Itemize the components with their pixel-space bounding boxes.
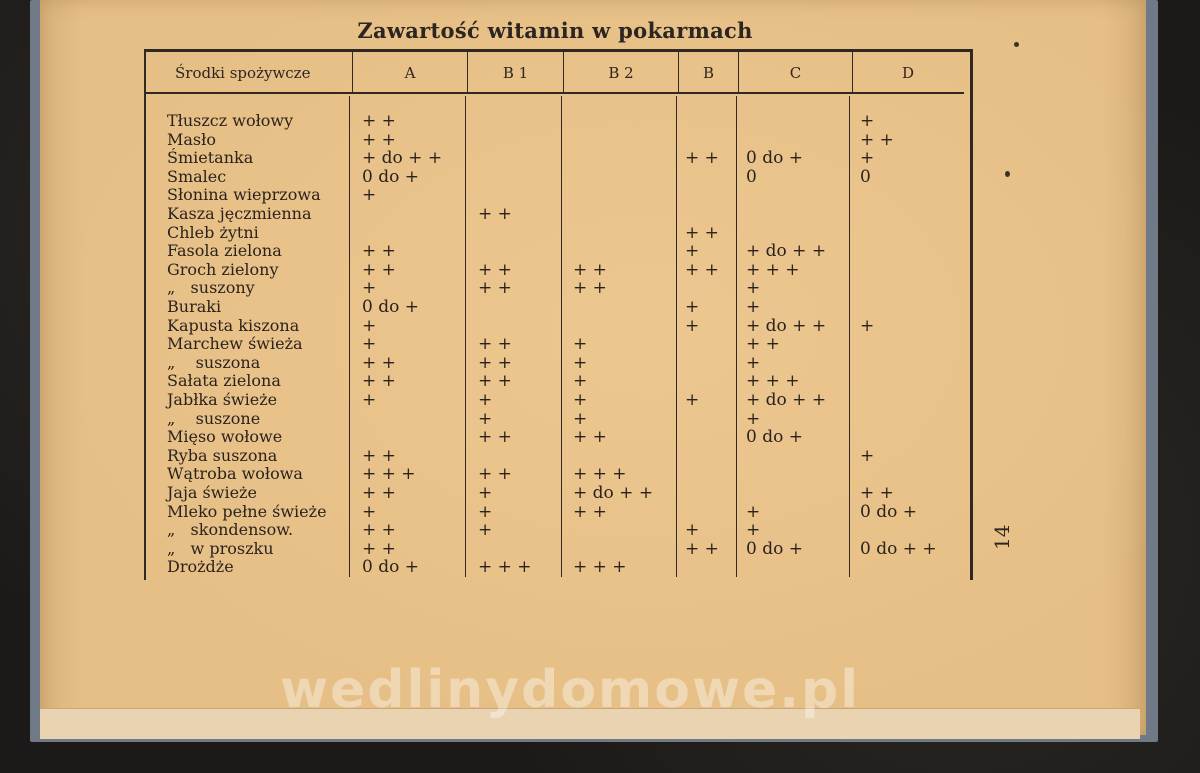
vitamin-cell: + + [685, 259, 719, 280]
vitamin-cell: + [685, 315, 700, 336]
vitamin-cell: + + [685, 148, 719, 169]
food-name: Mięso wołowe [167, 427, 283, 447]
food-name: Śmietanka [167, 148, 254, 168]
vitamin-cell: + + [362, 111, 396, 131]
column-divider [849, 96, 850, 577]
vitamin-cell: + [860, 148, 875, 169]
food-name: Smalec [167, 166, 227, 186]
vitamin-cell: + [860, 445, 875, 466]
food-name: Mleko pełne świeże [167, 501, 327, 521]
header-food: Środki spożywcze [175, 64, 311, 82]
vitamin-cell: + [746, 297, 761, 317]
vitamin-cell: + [860, 111, 875, 131]
vitamin-cell: + + [478, 371, 512, 392]
column-divider [561, 96, 562, 577]
food-name: Kasza jęczmienna [167, 204, 312, 223]
header-vitamin-b: B [702, 64, 715, 82]
header-vitamin-b1: B 1 [502, 64, 529, 82]
header-vitamin-a: A [404, 64, 416, 82]
speck [1005, 171, 1010, 177]
food-name: „ suszone [167, 408, 261, 428]
vitamin-cell: + + [685, 222, 719, 243]
page-title: Zawartość witamin w pokarmach [357, 18, 753, 43]
vitamin-cell: + + [362, 129, 396, 150]
vitamin-cell: + do + + [746, 241, 827, 262]
vitamin-cell: 0 do + [860, 501, 917, 522]
header-vitamin-d: D [901, 64, 915, 82]
vitamin-cell: + do + + [746, 315, 827, 336]
vitamin-cell: + [478, 408, 493, 429]
vitamin-cell: + [573, 371, 588, 392]
vitamin-cell: + [362, 185, 377, 206]
vitamin-cell: + + [573, 278, 607, 299]
food-name: Marchew świeża [167, 334, 303, 354]
vitamin-cell: 0 [746, 166, 757, 187]
vitamin-cell: 0 [860, 166, 871, 187]
vitamin-cell: + [685, 297, 700, 317]
food-name: Ryba suszona [167, 445, 278, 465]
vitamin-cell: + + + [573, 464, 627, 485]
header-vitamin-c: C [789, 64, 802, 82]
header-vitamin-b2: B 2 [608, 64, 634, 82]
vitamin-cell: 0 do + + [860, 538, 937, 559]
vitamin-cell: + [746, 520, 761, 541]
vitamin-cell: + + [746, 334, 780, 355]
vitamin-cell: + + [362, 520, 396, 541]
vitamin-cell: + + + [573, 557, 627, 578]
vitamin-cell: + + [362, 483, 396, 503]
vitamin-cell: 0 do + [362, 557, 419, 578]
vitamin-cell: + + [362, 241, 396, 262]
vitamin-cell: + + [478, 204, 512, 224]
column-divider [349, 96, 350, 577]
vitamin-cell: + + + [746, 371, 800, 392]
vitamin-cell: + [478, 390, 493, 410]
food-name: „ suszony [167, 278, 255, 298]
vitamin-cell: + [362, 315, 377, 336]
vitamin-cell: + [746, 278, 761, 299]
vitamin-cell: + do + + [746, 390, 827, 410]
vitamin-cell: + do + + [362, 148, 443, 169]
vitamin-cell: + [685, 520, 700, 541]
food-name: Słonina wieprzowa [167, 185, 321, 205]
vitamin-cell: + + [573, 501, 607, 522]
vitamin-cell: + [746, 501, 761, 522]
vitamin-cell: + + [478, 259, 512, 280]
vitamin-cell: + [362, 390, 377, 410]
vitamin-cell: + + [860, 483, 894, 503]
vitamin-cell: + + [362, 259, 396, 280]
vitamin-cell: + [746, 352, 761, 373]
vitamin-cell: + [685, 390, 700, 410]
vitamin-cell: + + [573, 427, 607, 448]
vitamin-cell: + + + [362, 464, 416, 485]
vitamin-cell: + + [362, 445, 396, 466]
column-divider [676, 96, 677, 577]
vitamin-cell: + + [685, 538, 719, 559]
food-name: Jaja świeże [167, 483, 257, 502]
vitamin-cell: 0 do + [746, 148, 803, 169]
food-name: Buraki [167, 297, 222, 316]
food-name: Kapusta kiszona [167, 315, 300, 335]
food-name: „ suszona [167, 352, 261, 372]
vitamin-cell: + [478, 520, 493, 541]
food-name: Groch zielony [167, 259, 279, 279]
page-number: 14 [990, 524, 1014, 550]
food-name: Jabłka świeże [167, 390, 278, 409]
vitamin-cell: + + + [746, 259, 800, 280]
vitamin-cell: 0 do + [362, 166, 419, 187]
vitamin-cell: + + [478, 334, 512, 355]
food-name: „ skondensow. [167, 520, 294, 540]
vitamin-cell: + + [478, 278, 512, 299]
vitamin-cell: + + [362, 538, 396, 559]
vitamin-cell: + + [362, 352, 396, 373]
vitamin-cell: + [573, 390, 588, 410]
food-name: Chleb żytni [167, 222, 259, 242]
vitamin-cell: + [362, 278, 377, 299]
vitamin-cell: + [478, 483, 493, 503]
speck [1014, 42, 1019, 47]
vitamin-cell: + + [478, 427, 512, 448]
vitamin-cell: 0 do + [362, 297, 419, 317]
header-rule [146, 92, 964, 94]
column-divider [736, 96, 737, 577]
vitamin-cell: 0 do + [746, 427, 803, 448]
food-name: Fasola zielona [167, 241, 282, 261]
food-name: Wątroba wołowa [167, 464, 303, 484]
vitamin-cell: + + [362, 371, 396, 392]
vitamin-cell: + [685, 241, 700, 262]
vitamin-cell: + + [478, 352, 512, 373]
food-name: Tłuszcz wołowy [167, 111, 294, 130]
vitamin-cell: + + [860, 129, 894, 150]
vitamin-cell: + [860, 315, 875, 336]
vitamin-cell: + [362, 501, 377, 522]
vitamin-cell: + + [573, 259, 607, 280]
vitamin-cell: + [573, 408, 588, 429]
food-name: Masło [167, 129, 216, 149]
vitamin-cell: + [573, 352, 588, 373]
food-name: „ w proszku [167, 538, 274, 558]
vitamin-cell: + do + + [573, 483, 654, 503]
vitamin-cell: + + + [478, 557, 532, 578]
watermark: wedlinydomowe.pl [280, 660, 861, 720]
vitamin-cell: + [573, 334, 588, 355]
vitamin-cell: + [478, 501, 493, 522]
vitamin-cell: + [746, 408, 761, 429]
vitamin-cell: 0 do + [746, 538, 803, 559]
column-divider [465, 96, 466, 577]
food-name: Drożdże [167, 557, 234, 577]
vitamin-cell: + [362, 334, 377, 355]
vitamin-cell: + + [478, 464, 512, 485]
food-name: Sałata zielona [167, 371, 281, 391]
